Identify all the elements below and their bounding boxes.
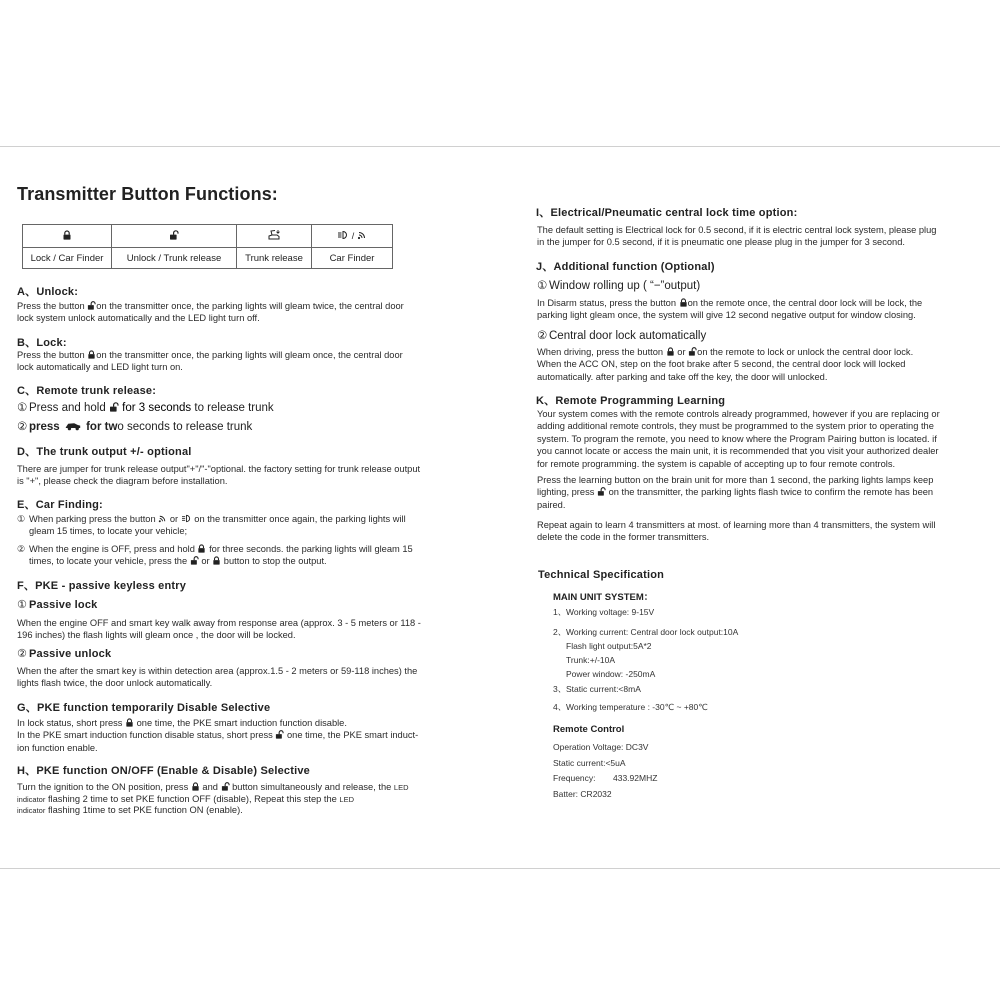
lock-icon [679,298,688,307]
remote-spec: Batter: CR2032 [553,788,612,799]
spec-item: 3、Static current:<8mA [553,684,641,694]
lock-icon [212,556,221,565]
bottom-divider [0,868,1000,869]
section-c-item-1: ① Press and hold for 3 seconds to release trunk [17,402,274,414]
unlock-icon [169,230,179,240]
lock-icon-cell [23,225,112,248]
unlock-icon-cell [112,225,237,248]
remote-spec: Frequency: 433.92MHZ [553,773,658,783]
unlock-icon [275,730,284,739]
lock-icon [62,230,72,240]
spec-item: Flash light output:5A*2 [566,641,652,651]
section-c-heading: C、Remote trunk release: [17,385,157,397]
section-i-body: The default setting is Electrical lock for 0.5 second, if it is electric central lock system, please plug in the jumper for 0.5 second, if it is pneumatic one please plug in the jumper for 3 second. [537,225,937,248]
window-rolling-heading: ① Window rolling up ( “−”output) [537,280,701,292]
section-k-paragraph-2: Press the learning button on the brain unit for more than 1 second, the parking lights lamps keep lighting, press on the transmitter, the parking lights flash twice to confirm the remote has been paired. [537,475,934,510]
section-k-paragraph-1: Your system comes with the remote controls already programmed, however if you are replacing or adding additional remote controls, they must be programmed to the system prior to operating the system. To program the remote, you need to know where the Program Pairing button is located. if you cannot locate or access the main unit, it is recommended that you visit your authorized dealer for remote programming. the system is capable of accepting up to four remote controls. [537,409,940,469]
section-d-body: There are jumper for trunk release output"+"/"-"optional. the factory setting for trunk release output is "+", please check the diagram before installation. [17,464,421,487]
section-b-body: Press the button on the transmitter once, the parking lights will gleam once, the central door lock automatically and LED light turn on. [17,350,403,373]
section-f-heading: F、PKE - passive keyless entry [17,580,187,592]
main-unit-heading: MAIN UNIT SYSTEM： [553,592,654,603]
signal-icon [357,230,367,240]
section-g-heading: G、PKE function temporarily Disable Selective [17,702,271,714]
unlock-icon [87,301,96,310]
unlock-icon [688,347,697,356]
spec-item: Power window: -250mA [566,669,656,679]
lock-icon [666,347,675,356]
spec-item: Trunk:+/-10A [566,655,616,665]
window-rolling-body: In Disarm status, press the button on the remote once, the central door lock will be lock, the parking light gleam once, the system will give 12 second negative output for window closing. [537,298,923,321]
lock-icon [87,350,96,359]
trunk-icon-cell [237,225,312,248]
main-unit-specs [553,605,853,714]
section-c-item-2: ② press for two seconds to release trunk [17,421,253,433]
passive-unlock-heading: ② Passive unlock [17,648,112,660]
signal-icon [158,514,167,523]
tech-spec-heading: Technical Specification [538,569,665,581]
central-lock-heading: ② Central door lock automatically [537,330,707,342]
lock-icon [125,718,134,727]
remote-control-specs [553,740,853,802]
spec-item: 1、Working voltage: 9-15V [553,607,655,617]
button-function-table [22,224,393,269]
remote-spec: Static current:<5uA [553,757,626,768]
label-lock-car-finder: Lock / Car Finder [23,248,112,269]
trunk-car-icon [63,419,83,431]
passive-unlock-body: When the after the smart key is within detection area (approx.1.5 - 2 meters or 59-118 inches) the lights flash twice, the door unlock automatically. [17,666,418,689]
section-a-heading: A、Unlock: [17,286,79,298]
section-e-item-2: ② When the engine is OFF, press and hold for three seconds. the parking lights will gleam 15 times, to locate your vehicle, press the or button to stop the output. [17,544,413,567]
car-finder-icon-cell: / [312,225,393,248]
lock-icon [191,782,200,791]
page-title: Transmitter Button Functions: [17,184,278,204]
label-trunk-release: Trunk release [237,248,312,269]
section-j-heading: J、Additional function (Optional) [536,261,715,273]
remote-spec: Operation Voltage: DC3V [553,742,649,752]
section-e-item-1: ① When parking press the button or on the transmitter once again, the parking lights will gleam 15 times, to locate your vehicle; [17,514,406,537]
section-k-heading: K、Remote Programming Learning [536,395,726,407]
top-divider [0,146,1000,147]
light-icon [181,514,192,523]
spec-item: 2、Working current: Central door lock output:10A [553,627,739,637]
unlock-icon [109,402,119,412]
remote-control-heading: Remote Control [553,724,625,735]
spec-item: 4、Working temperature : -30℃ ~ +80℃ [553,702,708,712]
central-lock-body: When driving, press the button or on the remote to lock or unlock the central door lock. When the ACC ON, step on the foot brake after 5 second, the central door lock will locked automatically. after parking and take off the key, the door will unlocked. [537,347,914,382]
unlock-icon [221,782,230,791]
lock-icon [197,544,206,553]
section-k-paragraph-3: Repeat again to learn 4 transmitters at most. of learning more than 4 transmitters, the system will delete the code in the former transmitters. [537,520,936,543]
passive-lock-body: When the engine OFF and smart key walk away from response area (approx. 3 - 5 meters or 118 - 196 inches) the flash lights will gleam once , the door will be locked. [17,618,421,641]
section-h-heading: H、PKE function ON/OFF (Enable & Disable) Selective [17,765,310,777]
car-finder-icon [337,230,349,240]
trunk-icon [267,229,281,241]
passive-lock-heading: ① Passive lock [17,599,98,611]
label-unlock-trunk: Unlock / Trunk release [112,248,237,269]
label-car-finder: Car Finder [312,248,393,269]
unlock-icon [597,487,606,496]
section-d-heading: D、The trunk output +/- optional [17,446,192,458]
unlock-icon [190,556,199,565]
section-h-body: Turn the ignition to the ON position, press and button simultaneously and release, the LED indicator flashing 2 time to set PKE function OFF (disable), Repeat this step the LED indicator flashing 1time to set PKE function ON (enable). [17,782,409,815]
section-g-body: In lock status, short press one time, the PKE smart induction function disable. In the PKE smart induction function disable status, short press one time, the PKE smart induct- ion function enable. [17,718,419,753]
section-i-heading: I、Electrical/Pneumatic central lock time option: [536,207,798,219]
section-b-heading: B、Lock: [17,337,67,349]
section-a-body: Press the button on the transmitter once, the parking lights will gleam twice, the central door lock system unlock automatically and the LED light turn off. [17,301,404,324]
section-e-heading: E、Car Finding: [17,499,103,511]
